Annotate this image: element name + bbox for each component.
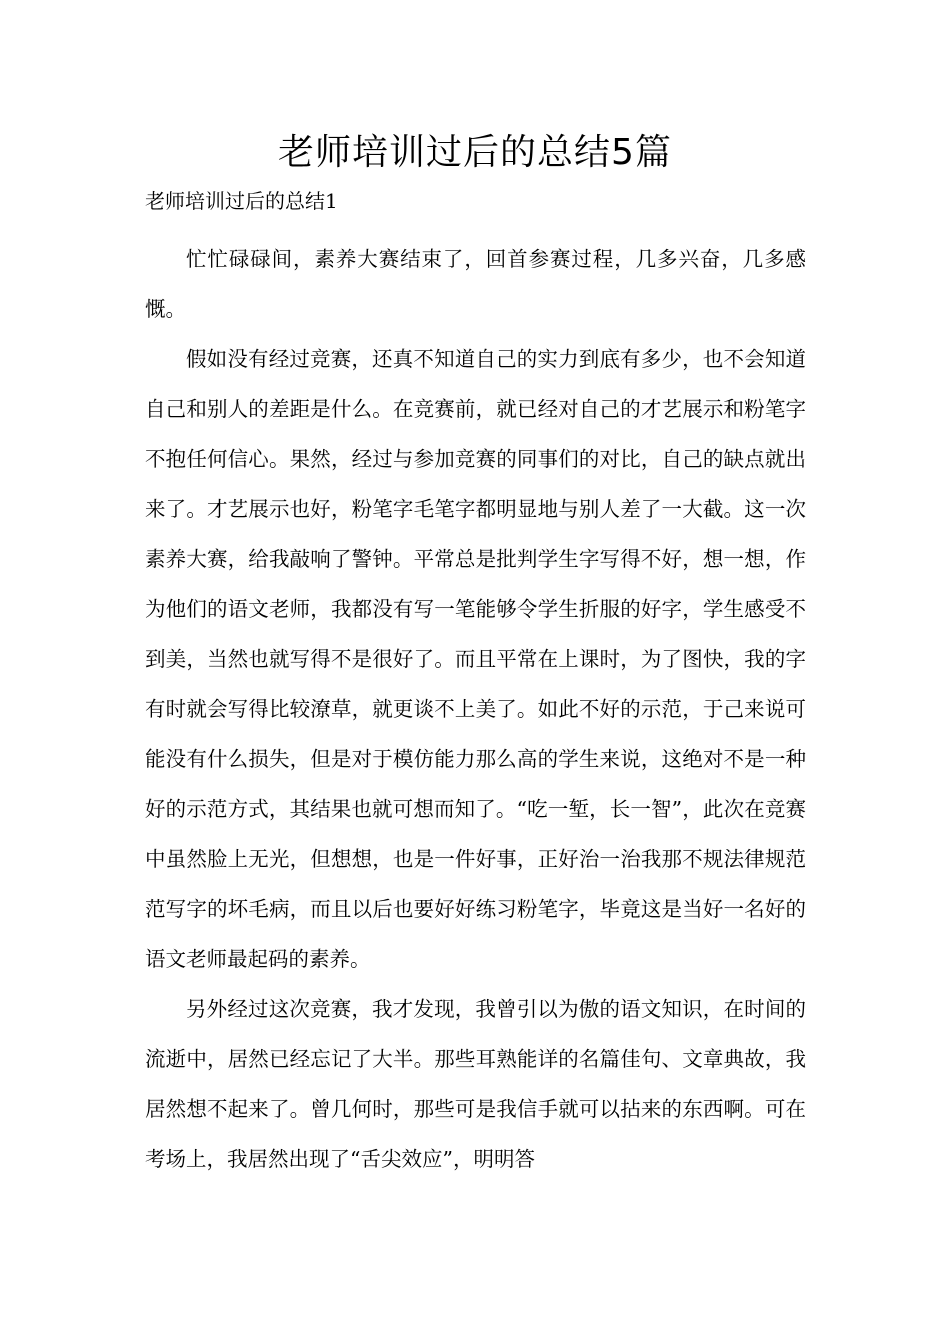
document-body: [145, 234, 806, 1184]
paragraph: 忙忙碌碌间，素养大赛结束了，回首参赛过程，几多兴奋，几多感慨。: [145, 247, 806, 321]
paragraph: 假如没有经过竞赛，还真不知道自己的实力到底有多少，也不会知道自己和别人的差距是什么。在竞赛前，就已经对自己的才艺展示和粉笔字不抱任何信心。果然，经过与参加竞赛的同事们的对比，自己的缺点就出来了。才艺展示也好，粉笔字毛笔字都明显地与别人差了一大截。这一次素养大赛，给我敲响了警钟。平常总是批判学生字写得不好，想一想，作为他们的语文老师，我都没有写一笔能够令学生折服的好字，学生感受不到美，当然也就写得不是很好了。而且平常在上课时，为了图快，我的字有时就会写得比较潦草，就更谈不上美了。如此不好的示范，于己来说可能没有什么损失，但是对于模仿能力那么高的学生来说，这绝对不是一种好的示范方式，其结果也就可想而知了。“吃一堑，长一智”，此次在竞赛中虽然脸上无光，但想想，也是一件好事，正好治一治我那不规法律规范范写字的坏毛病，而且以后也要好好练习粉笔字，毕竟这是当好一名好的语文老师最起码的素养。: [145, 347, 806, 971]
section-heading: 老师培训过后的总结1: [145, 189, 338, 213]
paragraph: 另外经过这次竞赛，我才发现，我曾引以为傲的语文知识，在时间的流逝中，居然已经忘记了大半。那些耳熟能详的名篇佳句、文章典故，我居然想不起来了。曾几何时，那些可是我信手就可以拈来的东西啊。可在考场上，我居然出现了“舌尖效应”，明明答: [145, 997, 806, 1171]
document-title: 老师培训过后的总结5篇: [278, 132, 672, 173]
